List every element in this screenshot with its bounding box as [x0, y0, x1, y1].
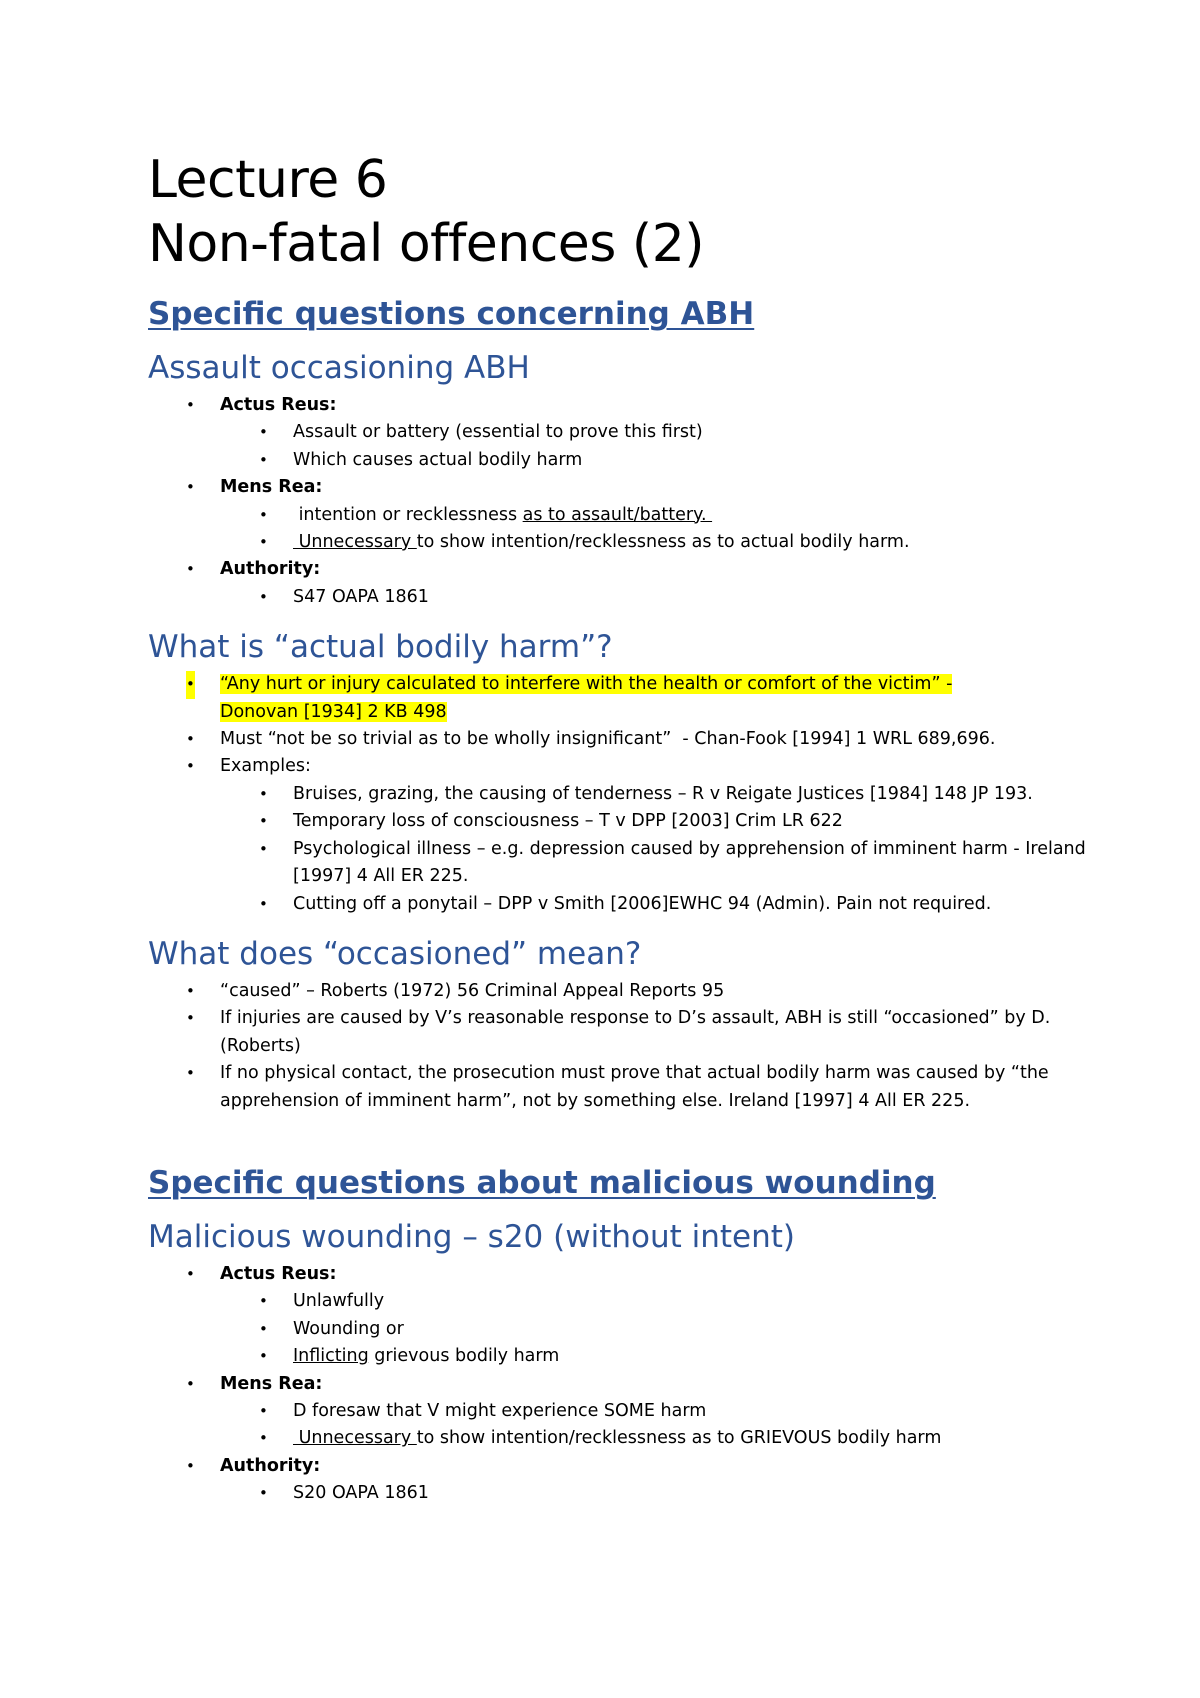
bullet-icon: • — [259, 1429, 268, 1448]
list-item: • Authority: — [148, 1453, 1088, 1480]
list-item: • Wounding or — [148, 1316, 1088, 1343]
subheading-assault-occasioning-abh: Assault occasioning ABH — [148, 350, 530, 386]
list-item: • Actus Reus: — [148, 392, 1088, 419]
bullet-icon: • — [259, 505, 268, 524]
document-content — [148, 148, 1088, 1508]
bullet-icon: • — [186, 1264, 195, 1283]
bullet-icon: • — [259, 1347, 268, 1366]
list-item: • If injuries are caused by V’s reasonable response to D’s assault, ABH is still “occasioned” by D. (Roberts) — [148, 1005, 1088, 1060]
list-item: • Must “not be so trivial as to be wholly insignificant” - Chan-Fook [1994] 1 WRL 689,696. — [148, 726, 1088, 753]
bullet-icon: • — [259, 533, 268, 552]
bullet-icon: • — [259, 450, 268, 469]
bullet-icon: • — [259, 1292, 268, 1311]
section-heading-malicious-wounding: Specific questions about malicious wounding — [148, 1164, 936, 1201]
bullet-icon: • — [186, 1374, 195, 1393]
abh-examples-list — [148, 781, 1088, 918]
list-item: • If no physical contact, the prosecution must prove that actual bodily harm was caused by “the apprehension of imminent harm”, not by something else. Ireland [1997] 4 All ER 225. — [148, 1060, 1088, 1115]
bullet-icon: • — [259, 587, 268, 606]
bullet-icon: • — [259, 1319, 268, 1338]
bullet-icon: • — [259, 812, 268, 831]
document-title-line-1: Lecture 6 — [148, 150, 388, 210]
bullet-icon: • — [186, 730, 195, 749]
bullet-icon: • — [259, 423, 268, 442]
subheading-occasioned: What does “occasioned” mean? — [148, 935, 642, 972]
section-heading-abh: Specific questions concerning ABH — [148, 296, 755, 332]
bullet-icon: • — [186, 1009, 195, 1028]
bullet-icon: • — [186, 560, 195, 579]
abh-definition-list — [148, 671, 1088, 918]
bullet-icon: • — [259, 784, 268, 803]
list-item: • S47 OAPA 1861 — [148, 584, 1088, 611]
bullet-icon: • — [186, 981, 195, 1000]
bullet-icon: • — [259, 839, 268, 858]
list-item: • Mens Rea: — [148, 474, 1088, 501]
bullet-icon: • — [186, 396, 195, 414]
s20-mens-rea-list — [148, 1398, 1088, 1453]
list-item: • Unnecessary to show intention/recklessness as to actual bodily harm. — [148, 529, 1088, 556]
list-item: • Bruises, grazing, the causing of tenderness – R v Reigate Justices [1984] 148 JP 193. — [148, 781, 1088, 808]
list-item: • Actus Reus: — [148, 1261, 1088, 1288]
list-item: • Unlawfully — [148, 1288, 1088, 1315]
abh-authority-list — [148, 584, 1088, 611]
occasioned-list — [148, 978, 1088, 1115]
s20-elements-list — [148, 1261, 1088, 1508]
list-item: • Inflicting grievous bodily harm — [148, 1343, 1088, 1370]
bullet-icon: • — [259, 894, 268, 913]
bullet-icon: • — [186, 1456, 195, 1475]
list-item: • Cutting off a ponytail – DPP v Smith [2006]EWHC 94 (Admin). Pain not required. — [148, 891, 1088, 918]
bullet-icon: • — [186, 757, 195, 776]
list-item: • intention or recklessness as to assault/battery. — [148, 502, 1088, 529]
list-item: • Unnecessary to show intention/recklessness as to GRIEVOUS bodily harm — [148, 1425, 1088, 1452]
list-item: • S20 OAPA 1861 — [148, 1480, 1088, 1507]
list-item: • Which causes actual bodily harm — [148, 447, 1088, 474]
bullet-icon: • — [186, 671, 195, 698]
abh-actus-reus-list — [148, 419, 1088, 474]
bullet-icon: • — [259, 1484, 268, 1503]
bullet-icon: • — [259, 1401, 268, 1420]
bullet-icon: • — [186, 478, 195, 497]
abh-mens-rea-list — [148, 502, 1088, 557]
subheading-what-is-abh: What is “actual bodily harm”? — [148, 629, 613, 666]
list-item: • Assault or battery (essential to prove this first) — [148, 419, 1088, 446]
list-item: • Temporary loss of consciousness – T v DPP [2003] Crim LR 622 — [148, 808, 1088, 835]
list-item: • Psychological illness – e.g. depression caused by apprehension of imminent harm - Ireland [1997] 4 All ER 225. — [148, 836, 1088, 891]
s20-actus-reus-list — [148, 1288, 1088, 1370]
list-item: • D foresaw that V might experience SOME harm — [148, 1398, 1088, 1425]
abh-elements-list — [148, 392, 1088, 611]
subheading-s20: Malicious wounding – s20 (without intent) — [148, 1218, 796, 1255]
s20-authority-list — [148, 1480, 1088, 1507]
list-item: • Mens Rea: — [148, 1371, 1088, 1398]
list-item: • Authority: — [148, 556, 1088, 583]
document-title-line-2: Non-fatal offences (2) — [148, 214, 705, 274]
list-item: • Examples: — [148, 753, 1088, 780]
bullet-icon: • — [186, 1064, 195, 1083]
list-item-highlighted: • “Any hurt or injury calculated to interfere with the health or comfort of the victim” - Donovan [1934] 2 KB 498 — [148, 671, 1088, 726]
list-item: • “caused” – Roberts (1972) 56 Criminal Appeal Reports 95 — [148, 978, 1088, 1005]
